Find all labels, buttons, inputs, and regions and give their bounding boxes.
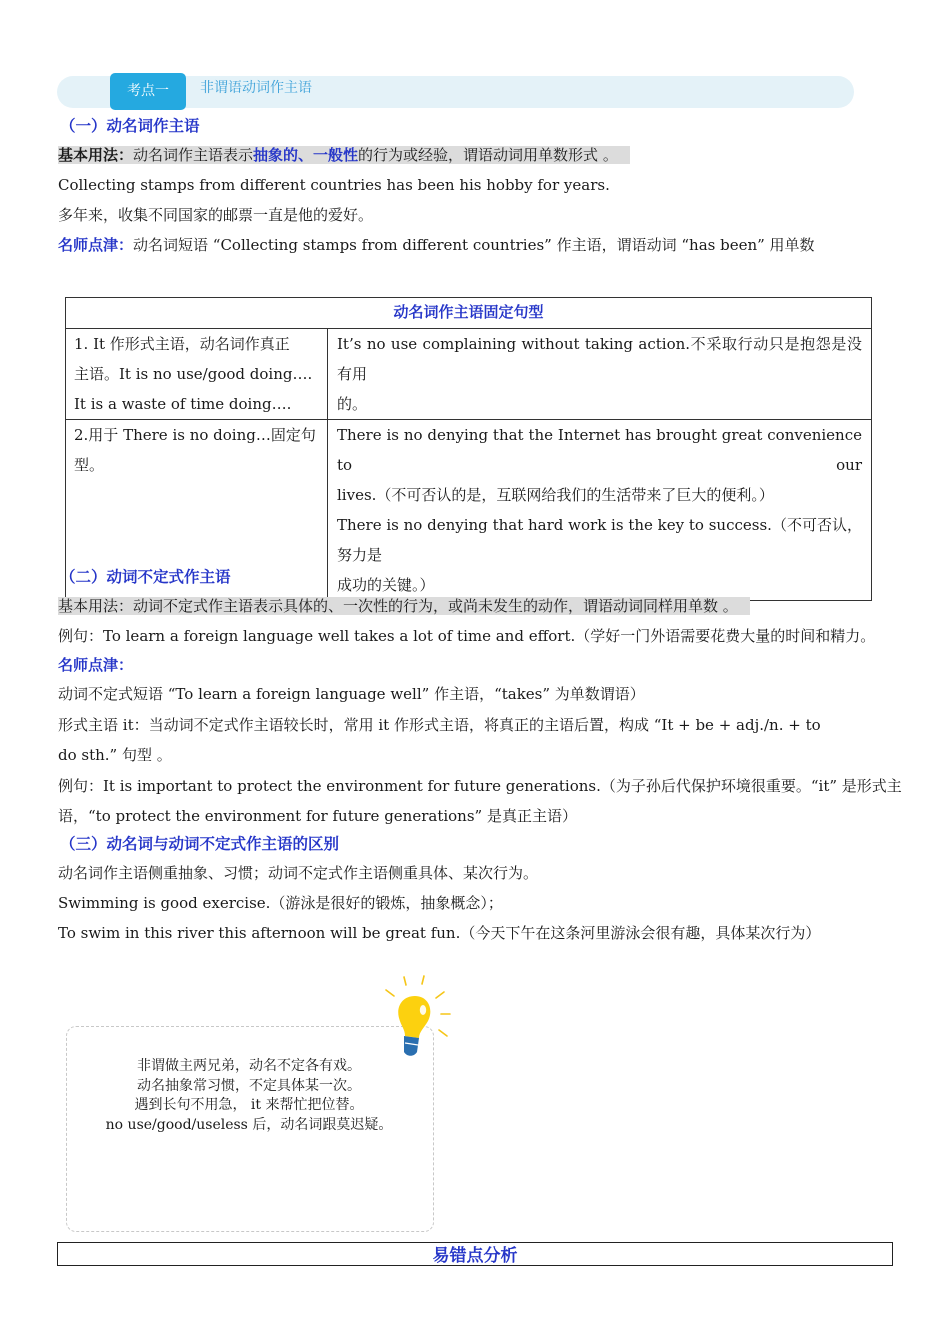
cell-line: 1. It 作形式主语，动名词作真正 [74,335,290,353]
section3-line: 动名词作主语侧重抽象、习惯；动词不定式作主语侧重具体、某次行为。 [58,864,539,882]
cell-line: 2.用于 There is no doing…固定句 [74,426,316,444]
section2-tip-line: 动词不定式短语 “To learn a foreign language well” 作主语，“takes” 为单数谓语） [58,685,645,703]
table-cell-example [328,329,872,420]
mnemonic-text [66,1057,432,1135]
section2-heading: （二）动词不定式作主语 [60,568,231,586]
mnemonic-line: 动名抽象常习惯，不定具体某一次。 [137,1077,361,1094]
table-header-row [66,298,872,329]
cell-line: lives.（不可否认的是，互联网给我们的生活带来了巨大的便利。） [337,486,774,504]
usage-label: 基本用法： [58,146,134,164]
section2-example: 例句：To learn a foreign language well takes a lot of time and effort.（学好一门外语需要花费大量的时间和精力。 [58,627,876,645]
mnemonic-line: 遇到长句不用急， it 来帮忙把位替。 [134,1097,364,1113]
table-cell-example [328,420,872,601]
table-cell-pattern [66,329,328,420]
cell-line: There is no denying that hard work is the key to success.（不可否认，努力是 [337,516,862,564]
section3-line: Swimming is good exercise.（游泳是很好的锻炼，抽象概念）； [58,894,503,912]
section1-heading: （一）动名词作主语 [60,117,200,135]
section2-tip-line: 形式主语 it：当动词不定式作主语较长时，常用 it 作形式主语，将真正的主语后置，构成 “It + be + adj./n. + to [58,716,821,734]
usage-pre: 动名词作主语表示 [133,146,254,164]
tip-label: 名师点津： [58,236,134,254]
section1-tip [58,234,815,256]
usage-post: 的行为或经验，谓语动词用单数形式 。 [358,146,618,164]
table-title: 动名词作主语固定句型 [66,298,872,329]
section-footer-title: 易错点分析 [57,1242,893,1266]
section2-tip-line: 语，“to protect the environment for future generations” 是真正主语） [58,807,577,825]
section1-example-zh: 多年来，收集不同国家的邮票一直是他的爱好。 [58,206,374,224]
cell-line: It’s no use complaining without taking action.不采取行动只是抱怨是没有用 [337,335,862,383]
cell-line: 的。 [337,395,368,413]
section2-tip-line: do sth.” 句型 。 [58,746,172,764]
section2-tip-label: 名师点津： [58,656,134,674]
tip-text: 动名词短语 “Collecting stamps from different countries” 作主语，谓语动词 “has been” 用单数 [133,236,815,254]
section3-line: To swim in this river this afternoon will be great fun.（今天下午在这条河里游泳会很有趣，具体某次行为） [58,924,821,942]
mnemonic-line: no use/good/useless 后，动名词跟莫迟疑。 [105,1116,393,1133]
cell-line: 型。 [74,456,105,474]
section2-tip-line: 例句：It is important to protect the environment for future generations.（为子孙后代保护环境很重要。“it” 是形式主 [58,777,902,795]
section2-usage [58,595,750,617]
section1-example-en: Collecting stamps from different countries has been his hobby for years. [58,176,610,194]
banner-title: 非谓语动词作主语 [200,80,312,96]
cell-line: 主语。It is no use/good doing…. [74,365,313,383]
table-row [66,329,872,420]
cell-line: It is a waste of time doing…. [74,395,292,413]
fixed-patterns-table [65,297,872,601]
banner-tag: 考点一 [110,73,186,110]
cell-line: There is no denying that the Internet has brought great convenience to our [337,426,862,474]
usage-text: 基本用法：动词不定式作主语表示具体的、一次性的行为，或尚未发生的动作，谓语动词同样用单数 。 [58,597,750,615]
usage-emphasis: 抽象的、一般性 [253,146,359,164]
section3-heading: （三）动名词与动词不定式作主语的区别 [60,835,340,853]
mnemonic-line: 非谓做主两兄弟，动名不定各有戏。 [137,1058,361,1074]
section1-usage [58,144,630,166]
cell-line: 成功的关键。） [337,576,435,594]
lightbulb-icon [380,972,460,1062]
